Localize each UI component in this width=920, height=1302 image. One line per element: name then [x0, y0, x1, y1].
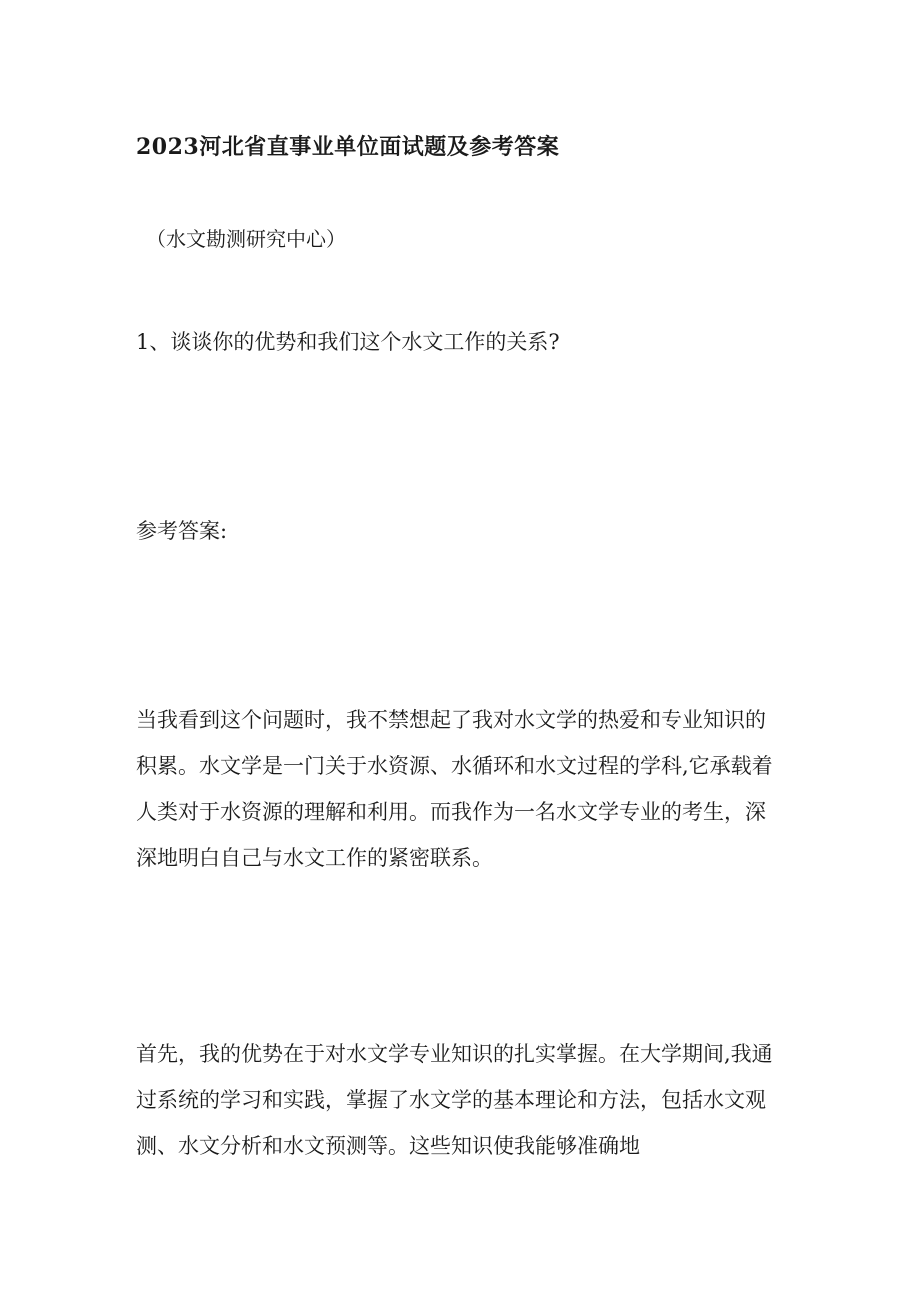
document-title: 2023河北省直事业单位面试题及参考答案: [136, 134, 560, 160]
paragraph-line: 当我看到这个问题时，我不禁想起了我对水文学的热爱和专业知识的: [136, 708, 766, 732]
paragraph-line: 过系统的学习和实践，掌握了水文学的基本理论和方法，包括水文观: [136, 1088, 766, 1112]
paragraph-line: 测、水文分析和水文预测等。这些知识使我能够准确地: [136, 1134, 640, 1158]
paragraph-line: 首先，我的优势在于对水文学专业知识的扎实掌握。在大学期间,我通: [136, 1042, 773, 1066]
answer-label: 参考答案:: [136, 519, 228, 543]
answer-paragraph-1: [136, 697, 788, 881]
paragraph-line: 人类对于水资源的理解和利用。而我作为一名水文学专业的考生，深: [136, 800, 766, 824]
question-text: 1、谈谈你的优势和我们这个水文工作的关系?: [136, 330, 560, 354]
paragraph-line: 深地明白自己与水文工作的紧密联系。: [136, 846, 493, 870]
paragraph-line: 积累。水文学是一门关于水资源、水循环和水文过程的学科,它承载着: [136, 754, 773, 778]
answer-paragraph-2: [136, 1031, 788, 1169]
document-subtitle: （水文勘测研究中心）: [146, 227, 346, 251]
